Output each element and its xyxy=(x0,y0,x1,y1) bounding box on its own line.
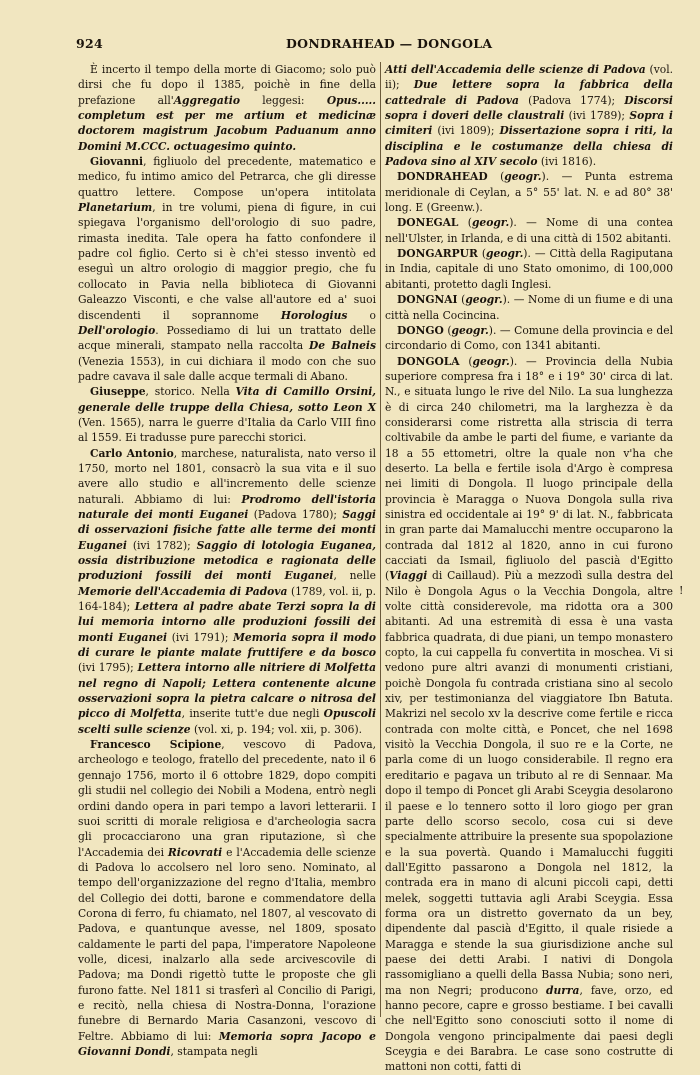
text-run: (1789, vol. ii, p. 164-184); xyxy=(78,584,376,614)
text-run: , nelle xyxy=(333,569,376,583)
text-run: ). — Comune della provincia e del circondario di Como, con 1341 abitanti. xyxy=(385,323,673,353)
italic-text: Discorsi sopra i doveri delle claustrali xyxy=(385,93,673,123)
text-run: ( xyxy=(487,170,505,184)
italic-text: Opuscoli scelti sulle scienze xyxy=(78,707,376,736)
text-run: ( xyxy=(458,216,472,230)
margin-mark: ! xyxy=(679,584,684,597)
italic-text: durra xyxy=(546,983,580,997)
italic-text: geogr. xyxy=(504,170,542,184)
text-run: (vol. xi, p. 194; vol. xii, p. 306). xyxy=(190,722,363,736)
italic-text: De Balneis xyxy=(309,339,376,353)
text-run: di Caillaud). Più a mezzodì sulla destra del Nilo è Dongola Agus o la Vecchia Dongola, altre volte città considerevole, ma ridotta ora a 300 abitanti. Ad una estremità di essa è una vasta fabbrica quadrata, di due piani, un tempo monastero copto, la cui cappella fu convertita in moschea. Vi si vedono pure altri avanzi di monumenti cristiani, poichè Dongola fu contrada cristiana sino al secolo xiv, per testimonianza del viaggiatore Ibn Batuta. Makrizi nel secolo xv la descrive come fertile e ricca contrada con molte città, e Poncet, che nel 1698 visitò la Vecchia Dongola, il suo re e la Corte, ne parla come di un luogo considerabile. Il regno era ereditario e pagava un tributo al re di Sennaar. Ma dopo il tempo di Poncet gli Arabi Sceygia desolarono il paese e lo tennero sotto il loro giogo per gran parte dello scorso secolo, cosa cui si deve specialmente attribuire la presente sua spopolazione e la sua povertà. Quando i Mamalucchi fuggiti dall'Egitto passarono a Dongola nel 1812, la contrada era in mano di alcuni piccoli capi, detti melek, soggetti tuttavia agli Arabi Sceygia. Essa forma ora un distretto governato da un bey, dipendente dal pascià d'Egitto, il quale risiede a Maragga e stende la sua giurisdizione anche sul paese dei detti Arabi. I nativi di Dongola rassomigliano a quelli della Bassa Nubia; sono neri, ma non Negri; producono xyxy=(385,569,673,997)
headword: Giuseppe xyxy=(90,385,146,399)
text-run: ( xyxy=(459,354,473,368)
running-title: DONDRAHEAD — DONGOLA xyxy=(286,36,493,51)
text-run: , inserite tutt'e due negli xyxy=(181,707,324,721)
italic-text: Atti dell'Accademia delle scienze di Padova xyxy=(385,63,646,76)
italic-text: Ricovrati xyxy=(167,845,223,859)
text-run: ). — Punta estrema meridionale di Ceylan, a 5° 55' lat. N. e ad 80° 38' long. E (Greenw.). xyxy=(385,170,673,215)
italic-text: Saggi di osservazioni fisiche fatte alle terme dei monti Euganei xyxy=(78,507,376,552)
text-run: (ivi 1809); xyxy=(432,124,500,138)
headword: DONDRAHEAD xyxy=(397,170,488,184)
text-run: (Venezia 1553), in cui dichiara il modo con che suo padre cavava il sale dalle acque termali di Abano. xyxy=(78,354,376,383)
italic-text: Opus..... completum est per me artium et medicinæ doctorem magistrum Jacobum Paduanum anno Domini M.CCC. octuagesimo quinto. xyxy=(78,93,376,153)
text-run: (Padova 1780); xyxy=(248,507,343,521)
text-run: (Padova 1774); xyxy=(518,93,625,107)
text-run: (ivi 1782); xyxy=(126,538,197,552)
paragraph xyxy=(385,292,673,323)
paragraph xyxy=(385,215,673,246)
paragraph xyxy=(385,246,673,292)
paragraph xyxy=(78,154,376,384)
text-run: , fave, orzo, ed hanno pecore, capre e grosso bestiame. I bei cavalli che nell'Egitto sono conosciuti sotto il nome di Dongola vengono principalmente dai paesi degli Sceygia e dei Barabra. Le case sono costrutte di mattoni non cotti, fatti di xyxy=(385,983,673,1074)
text-run: (ivi 1816). xyxy=(537,155,597,169)
text-run: e l'Accademia delle scienze di Padova lo accolsero nel loro seno. Nominato, al tempo dell'organizzazione del regno d'Italia, membro del Collegio dei dotti, barone e commendatore della Corona di ferro, fu chiamato, nel 1807, al vescovato di Padova, e quantunque avesse, nel 1809, sposato caldamente le parti del papa, l'imperatore Napoleone volle, dicesi, inalzarlo alla sede arcivescovile di Padova; ma Dondi rigettò tutte le proposte che gli furono fatte. Nel 1811 si trasferì al Concilio di Parigi, e recitò, nella chiesa di Nostra-Donna, l'orazione funebre di Bernardo Maria Casanzoni, vescovo di Feltre. Abbiamo di lui: xyxy=(78,845,376,1043)
text-run: , vescovo di Padova, archeologo e teologo, fratello del precedente, nato il 6 gennajo 1756, morto il 6 ottobre 1829, dopo compiti gli studii nel collegio dei Nobili a Modena, entrò negli ordini dando opera in pari tempo a lavori letterarii. I suoi scritti di morale religiosa e d'archeologia sacra gli procacciarono una gran riputazione, sì che l'Accademia dei xyxy=(78,738,376,859)
headword: Francesco Scipione xyxy=(90,738,222,752)
text-run: (vol. ii); xyxy=(385,63,674,92)
italic-text: Memoria sopra il modo di curare le piante malate fruttifere e da bosco xyxy=(78,630,376,660)
text-run: ( xyxy=(457,293,466,307)
column-divider xyxy=(380,62,381,1017)
italic-text: geogr. xyxy=(472,354,510,368)
italic-text: Memorie dell'Accademia di Padova xyxy=(78,584,288,598)
page-number: 924 xyxy=(76,36,103,51)
text-run: , in tre volumi, piena di figure, in cui spiegava l'organismo dell'orologio di suo padre, rimasta inedita. Tale opera ha fatto confondere il padre col figlio. Certo si è ch'ei stesso inventò ed eseguì un altro orologio di maggior pregio, che fu collocato in Pavia nella biblioteca di Giovanni Galeazzo Visconti, e che valse all'autore ed a' suoi discendenti il soprannome xyxy=(78,201,376,322)
italic-text: geogr. xyxy=(451,323,489,337)
paragraph xyxy=(385,323,673,354)
italic-text: Planetarium xyxy=(78,201,153,215)
italic-text: Viaggi xyxy=(389,569,428,583)
text-run: . Possediamo di lui un trattato delle acque minerali, stampato nella raccolta xyxy=(78,323,376,353)
text-run: ( xyxy=(443,323,452,337)
text-run: (Ven. 1565), narra le guerre d'Italia da Carlo VIII fino al 1559. Ei tradusse pure parecchi storici. xyxy=(78,415,376,445)
italic-text: Saggio di lotologia Euganea, ossia distribuzione metodica e ragionata delle produzioni fossili dei monti Euganei xyxy=(78,538,376,583)
text-run: (ivi 1795); xyxy=(78,661,138,675)
headword: DONGNAI xyxy=(397,293,458,307)
text-run: , stampata negli xyxy=(170,1045,258,1058)
italic-text: Dissertazione sopra i riti, la disciplina e le costumanze della chiesa di Padova sino al XIV secolo xyxy=(385,124,673,169)
text-run: ). — Nome di una contea nell'Ulster, in Irlanda, e di una città di 1502 abitanti. xyxy=(385,216,673,245)
paragraph xyxy=(78,446,376,738)
headword: Giovanni xyxy=(90,155,144,169)
headword: DONGO xyxy=(397,323,444,337)
italic-text: geogr. xyxy=(486,247,524,261)
headword: Carlo Antonio xyxy=(90,446,174,460)
paragraph xyxy=(78,737,376,1059)
headword: DONGOLA xyxy=(397,354,460,368)
italic-text: geogr. xyxy=(465,293,503,307)
text-run: (ivi 1789); xyxy=(564,109,630,123)
page-header xyxy=(76,36,670,52)
italic-text: geogr. xyxy=(471,216,510,230)
text-run: ). — Provincia della Nubia superiore compresa fra i 18° e i 19° 30' circa di lat. N., e situata lungo le rive del Nilo. La sua lunghezza è di circa 240 chilometri, ma la larghezza è da considerarsi come ristretta alla striscia di terra coltivabile da ambe le parti del fiume, e variante da 18 a 55 ettometri, oltre la quale non v'ha che deserto. La bella e fertile isola d'Argo è compresa nei limiti di Dongola. Il luogo principale della provincia è Maragga o Nuova Dongola sulla riva sinistra ed occidentale ai 19° 9' di lat. N., fabbricata in gran parte dai Mamalucchi mentre occuparono la contrada dal 1812 al 1820, anno in cui furono cacciati da Ismail, figliuolo del pascià d'Egitto ( xyxy=(385,354,673,583)
text-run: (ivi 1791); xyxy=(167,630,234,644)
headword: DONGARPUR xyxy=(397,247,478,261)
italic-text: Vita di Camillo Orsini, generale delle truppe della Chiesa, sotto Leon X xyxy=(78,385,376,414)
paragraph xyxy=(78,384,376,445)
italic-text: Memoria sopra Jacopo e Giovanni Dondi xyxy=(78,1029,376,1058)
headword: DONEGAL xyxy=(397,216,459,230)
paragraph xyxy=(385,354,673,1075)
left-column xyxy=(78,62,376,1058)
italic-text: Prodromo dell'istoria naturale dei monti Euganei xyxy=(78,492,376,521)
italic-text: Dell'orologio xyxy=(78,323,156,337)
italic-text: Lettera al padre abate Terzi sopra la di lui memoria intorno alle produzioni fossili dei monti Euganei xyxy=(78,600,376,644)
text-run: È incerto il tempo della morte di Giacomo; solo può dirsi che fu dopo il 1385, poichè in fine della prefazione all' xyxy=(78,63,376,107)
italic-text: Sopra i cimiteri xyxy=(385,109,673,138)
italic-text: Due lettere sopra la fabbrica della cattedrale di Padova xyxy=(385,78,673,107)
paragraph xyxy=(385,169,673,215)
text-run: ( xyxy=(477,247,487,261)
text-run: , storico. Nella xyxy=(145,385,236,399)
text-run: ). — Nome di un fiume e di una città nella Cocincina. xyxy=(385,293,673,322)
paragraph xyxy=(78,62,376,154)
paragraph xyxy=(385,62,673,169)
italic-text: Lettera intorno alle nitriere di Molfetta nel regno di Napoli; Lettera contenente alcune osservazioni sopra la pietra calcare o nitrosa del picco di Molfetta xyxy=(78,661,376,721)
text-run: leggesi: xyxy=(239,93,327,107)
text-run: ). — Città della Ragiputana in India, capitale di uno Stato omonimo, di 100,000 abitanti, protetto dagli Inglesi. xyxy=(385,247,673,291)
italic-text: Horologius xyxy=(280,308,348,322)
right-column xyxy=(385,62,674,1074)
text-run: , figliuolo del precedente, matematico e medico, fu intimo amico del Petrarca, che gli diresse quattro lettere. Compose un'opera intitolata xyxy=(78,155,376,199)
italic-text: Aggregatio xyxy=(173,93,240,107)
text-run: o xyxy=(347,308,376,322)
text-run: , marchese, naturalista, nato verso il 1750, morto nel 1801, consacrò la sua vita e il suo avere allo studio e all'incremento delle scienze naturali. Abbiamo di lui: xyxy=(78,446,376,506)
